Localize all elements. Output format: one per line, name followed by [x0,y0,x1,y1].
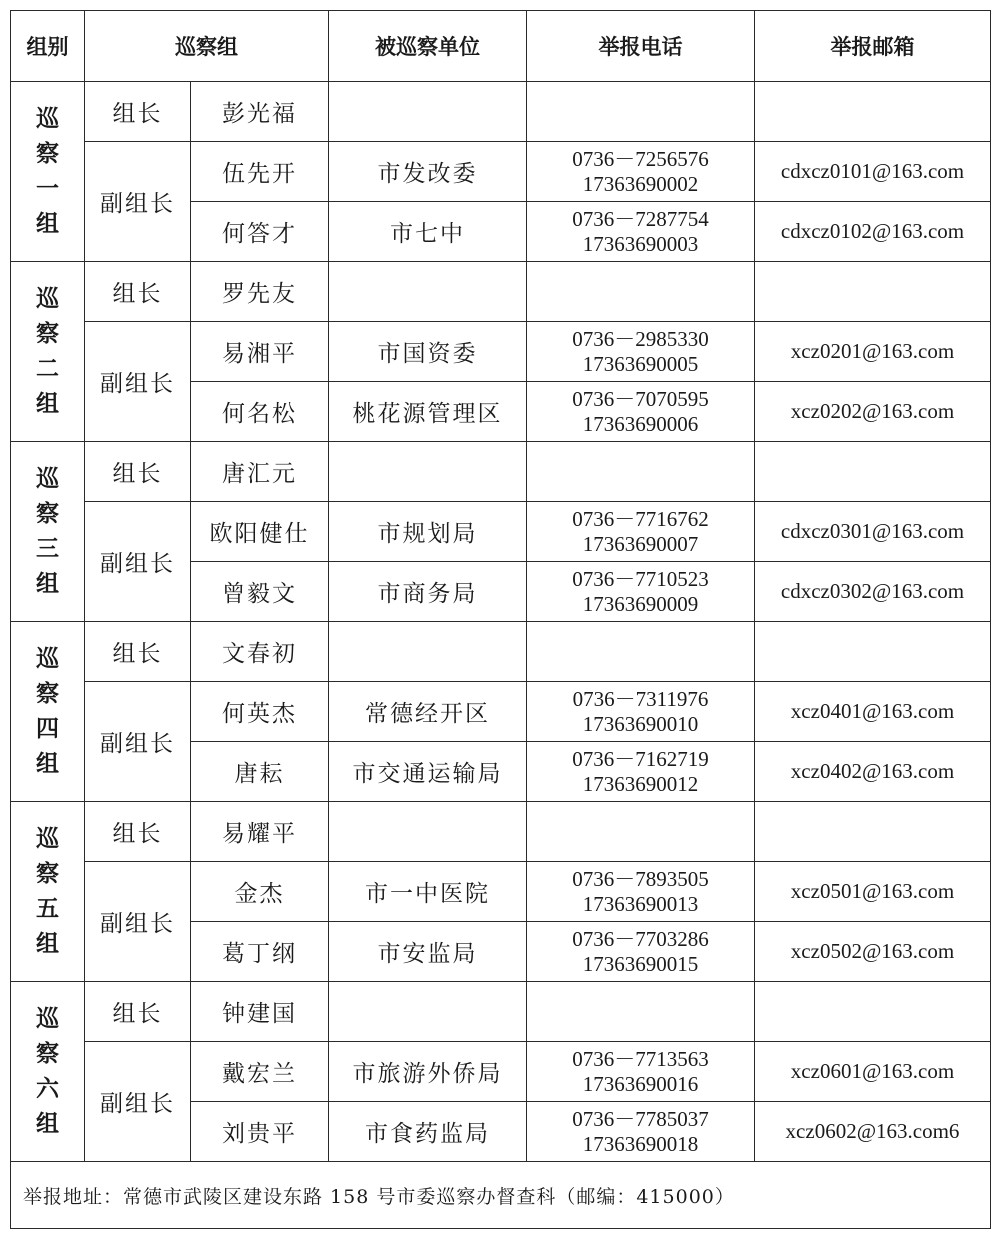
report-address: 举报地址：常德市武陵区建设东路 158 号市委巡察办督查科（邮编：415000） [11,1162,991,1229]
mobile-number: 17363690003 [582,231,699,256]
report-phone [527,322,755,382]
inspected-unit: 桃花源管理区 [329,382,527,442]
deputy-name: 欧阳健仕 [191,502,329,562]
inspection-table [10,10,991,1229]
report-phone [527,862,755,922]
leader-phone-empty [527,262,755,322]
leader-role: 组长 [85,982,191,1042]
group-name [11,982,85,1162]
landline-number: 0736－7716762 [572,506,709,531]
deputy-name: 易湘平 [191,322,329,382]
group-name-char: 组 [36,1110,59,1137]
group-name [11,622,85,802]
deputy-name: 伍先开 [191,142,329,202]
header-group: 组别 [11,11,85,82]
leader-name: 彭光福 [191,82,329,142]
deputy-row [11,502,991,562]
report-phone [527,142,755,202]
table-body [11,82,991,1162]
deputy-row [11,682,991,742]
report-email: xcz0602@163.com6 [755,1102,991,1162]
group-name-char: 巡 [36,645,59,672]
leader-phone-empty [527,982,755,1042]
deputy-name: 唐耘 [191,742,329,802]
leader-email-empty [755,82,991,142]
deputy-name: 葛丁纲 [191,922,329,982]
group-name-char: 察 [36,140,59,167]
group-name-char: 五 [36,895,59,922]
group-name-char: 二 [36,355,59,382]
landline-number: 0736－7710523 [572,566,709,591]
landline-number: 0736－7703286 [572,926,709,951]
report-email: cdxcz0101@163.com [755,142,991,202]
leader-role: 组长 [85,262,191,322]
report-email: xcz0501@163.com [755,862,991,922]
mobile-number: 17363690013 [582,891,699,916]
leader-email-empty [755,622,991,682]
mobile-number: 17363690015 [582,951,699,976]
header-phone: 举报电话 [527,11,755,82]
landline-number: 0736－7713563 [572,1046,709,1071]
leader-email-empty [755,982,991,1042]
group-name-char: 巡 [36,105,59,132]
report-email: cdxcz0102@163.com [755,202,991,262]
report-email: xcz0601@163.com [755,1042,991,1102]
leader-email-empty [755,802,991,862]
inspected-unit: 市国资委 [329,322,527,382]
landline-number: 0736－7893505 [572,866,709,891]
group-name-char: 察 [36,1040,59,1067]
leader-email-empty [755,262,991,322]
leader-phone-empty [527,802,755,862]
group-name [11,82,85,262]
inspected-unit: 市旅游外侨局 [329,1042,527,1102]
leader-phone-empty [527,82,755,142]
landline-number: 0736－7311976 [572,686,709,711]
inspected-unit: 市商务局 [329,562,527,622]
mobile-number: 17363690005 [582,351,699,376]
deputy-name: 何名松 [191,382,329,442]
leader-row [11,982,991,1042]
group-name-char: 组 [36,570,59,597]
deputy-name: 何答才 [191,202,329,262]
deputy-name: 金杰 [191,862,329,922]
group-name-char: 四 [36,715,59,742]
inspected-unit: 市一中医院 [329,862,527,922]
leader-row [11,802,991,862]
landline-number: 0736－7785037 [572,1106,709,1131]
report-phone [527,562,755,622]
leader-name: 钟建国 [191,982,329,1042]
leader-unit-empty [329,82,527,142]
inspected-unit: 市发改委 [329,142,527,202]
inspected-unit: 市安监局 [329,922,527,982]
mobile-number: 17363690009 [582,591,699,616]
header-team: 巡察组 [85,11,329,82]
deputy-role: 副组长 [85,862,191,982]
leader-unit-empty [329,442,527,502]
deputy-role: 副组长 [85,682,191,802]
group-name-char: 察 [36,320,59,347]
leader-name: 罗先友 [191,262,329,322]
group-name-char: 察 [36,500,59,527]
landline-number: 0736－7256576 [572,146,709,171]
report-phone [527,742,755,802]
landline-number: 0736－7162719 [572,746,709,771]
mobile-number: 17363690010 [582,711,699,736]
deputy-name: 曾毅文 [191,562,329,622]
leader-role: 组长 [85,802,191,862]
leader-role: 组长 [85,82,191,142]
inspected-unit: 市规划局 [329,502,527,562]
report-email: xcz0401@163.com [755,682,991,742]
mobile-number: 17363690018 [582,1131,699,1156]
header-row [11,11,991,82]
leader-row [11,262,991,322]
group-name-char: 六 [36,1075,59,1102]
report-phone [527,202,755,262]
group-name-char: 组 [36,750,59,777]
deputy-row [11,862,991,922]
deputy-role: 副组长 [85,502,191,622]
group-name [11,802,85,982]
leader-phone-empty [527,622,755,682]
footer-row [11,1162,991,1229]
report-email: xcz0402@163.com [755,742,991,802]
header-unit: 被巡察单位 [329,11,527,82]
deputy-name: 戴宏兰 [191,1042,329,1102]
leader-name: 文春初 [191,622,329,682]
inspected-unit: 市交通运输局 [329,742,527,802]
leader-role: 组长 [85,622,191,682]
landline-number: 0736－2985330 [572,326,709,351]
leader-role: 组长 [85,442,191,502]
leader-unit-empty [329,982,527,1042]
report-phone [527,502,755,562]
leader-row [11,442,991,502]
leader-unit-empty [329,622,527,682]
group-name-char: 一 [36,175,59,202]
leader-row [11,82,991,142]
group-name-char: 巡 [36,825,59,852]
leader-email-empty [755,442,991,502]
inspected-unit: 市七中 [329,202,527,262]
report-email: cdxcz0301@163.com [755,502,991,562]
leader-row [11,622,991,682]
group-name-char: 巡 [36,1005,59,1032]
deputy-row [11,142,991,202]
deputy-role: 副组长 [85,1042,191,1162]
report-phone [527,382,755,442]
inspected-unit: 市食药监局 [329,1102,527,1162]
leader-name: 易耀平 [191,802,329,862]
inspected-unit: 常德经开区 [329,682,527,742]
group-name-char: 察 [36,680,59,707]
mobile-number: 17363690007 [582,531,699,556]
group-name-char: 组 [36,210,59,237]
deputy-role: 副组长 [85,322,191,442]
group-name-char: 三 [36,535,59,562]
deputy-role: 副组长 [85,142,191,262]
report-phone [527,922,755,982]
deputy-name: 何英杰 [191,682,329,742]
landline-number: 0736－7287754 [572,206,709,231]
report-phone [527,1102,755,1162]
leader-unit-empty [329,802,527,862]
deputy-row [11,1042,991,1102]
leader-name: 唐汇元 [191,442,329,502]
mobile-number: 17363690016 [582,1071,699,1096]
group-name [11,442,85,622]
group-name-char: 组 [36,930,59,957]
group-name-char: 组 [36,390,59,417]
report-email: xcz0201@163.com [755,322,991,382]
group-name-char: 巡 [36,465,59,492]
mobile-number: 17363690006 [582,411,699,436]
group-name [11,262,85,442]
mobile-number: 17363690002 [582,171,699,196]
report-email: xcz0202@163.com [755,382,991,442]
leader-unit-empty [329,262,527,322]
leader-phone-empty [527,442,755,502]
group-name-char: 察 [36,860,59,887]
deputy-name: 刘贵平 [191,1102,329,1162]
report-phone [527,682,755,742]
report-phone [527,1042,755,1102]
deputy-row [11,322,991,382]
group-name-char: 巡 [36,285,59,312]
mobile-number: 17363690012 [582,771,699,796]
report-email: cdxcz0302@163.com [755,562,991,622]
landline-number: 0736－7070595 [572,386,709,411]
header-email: 举报邮箱 [755,11,991,82]
report-email: xcz0502@163.com [755,922,991,982]
